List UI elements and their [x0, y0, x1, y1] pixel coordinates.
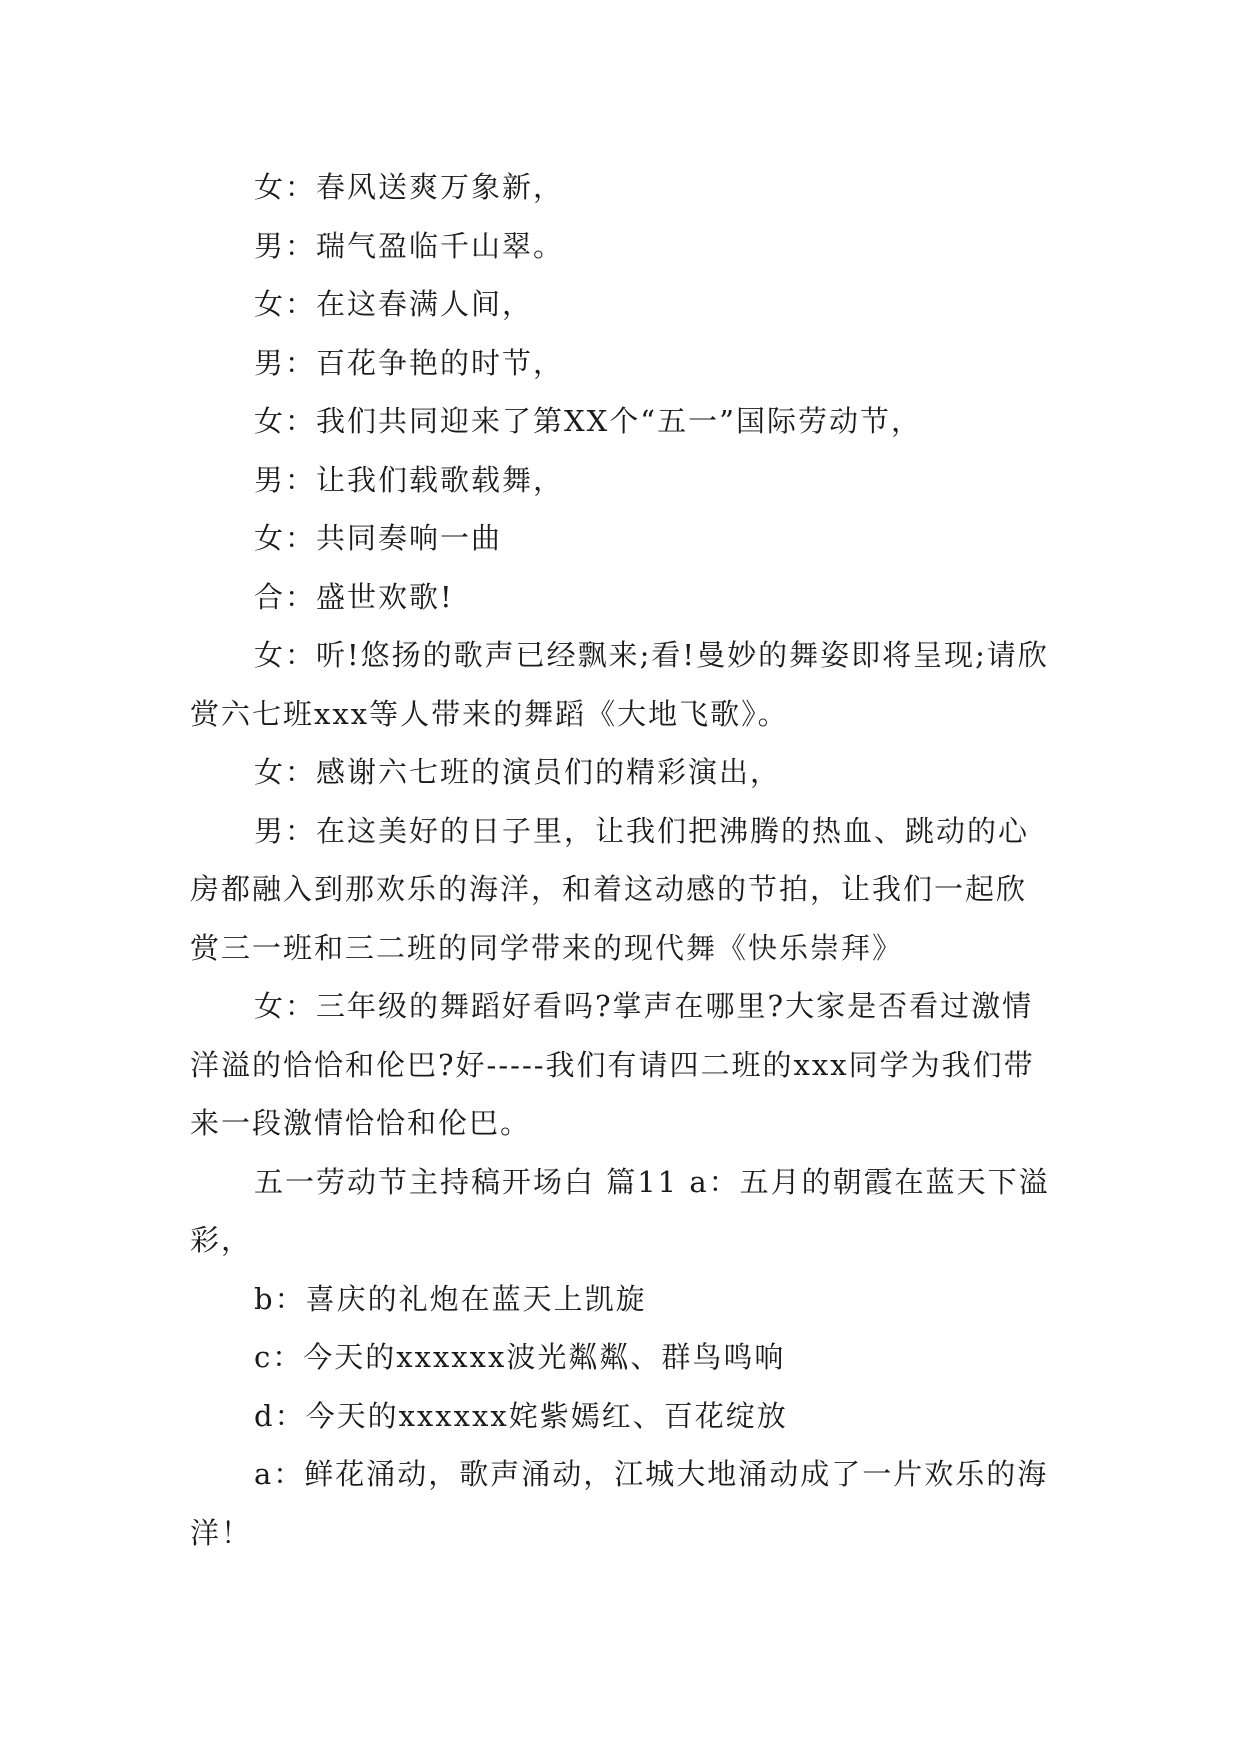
paragraph: 合：盛世欢歌! — [254, 579, 454, 614]
paragraph: 女：我们共同迎来了第XX个“五一”国际劳动节， — [254, 404, 922, 438]
paragraph: 男：让我们载歌载舞， — [254, 462, 565, 497]
paragraph: 男：瑞气盈临千山翠。 — [254, 228, 565, 263]
paragraph: a：鲜花涌动，歌声涌动，江城大地涌动成了一片欢乐的海洋！ — [190, 1457, 1049, 1550]
paragraph: b：喜庆的礼炮在蓝天上凯旋 — [254, 1281, 647, 1316]
paragraph: c：今天的xxxxxx波光粼粼、群鸟鸣响 — [254, 1340, 786, 1374]
paragraph: 女：听!悠扬的歌声已经飘来;看!曼妙的舞姿即将呈现;请欣赏六七班xxx等人带来的舞蹈《大地飞歌》。 — [190, 638, 1049, 731]
paragraph: 女：春风送爽万象新， — [254, 170, 565, 204]
paragraph: 男：百花争艳的时节， — [254, 345, 565, 380]
paragraph: d：今天的xxxxxx姹紫嫣红、百花绽放 — [254, 1398, 788, 1433]
paragraph: 女：共同奏响一曲 — [254, 521, 503, 555]
document-body — [190, 158, 1050, 1562]
paragraph: 男：在这美好的日子里，让我们把沸腾的热血、跳动的心房都融入到那欢乐的海洋，和着这动感的节拍，让我们一起欣赏三一班和三二班的同学带来的现代舞《快乐崇拜》 — [190, 813, 1030, 965]
paragraph: 女：感谢六七班的演员们的精彩演出， — [254, 755, 782, 789]
paragraph: 女：在这春满人间， — [254, 287, 534, 321]
paragraph: 女：三年级的舞蹈好看吗?掌声在哪里?大家是否看过激情洋溢的恰恰和伦巴?好-----我们有请四二班的xxx同学为我们带来一段激情恰恰和伦巴。 — [190, 989, 1035, 1140]
section-heading-paragraph: 五一劳动节主持稿开场白 篇11 a：五月的朝霞在蓝天下溢彩， — [190, 1164, 1050, 1257]
